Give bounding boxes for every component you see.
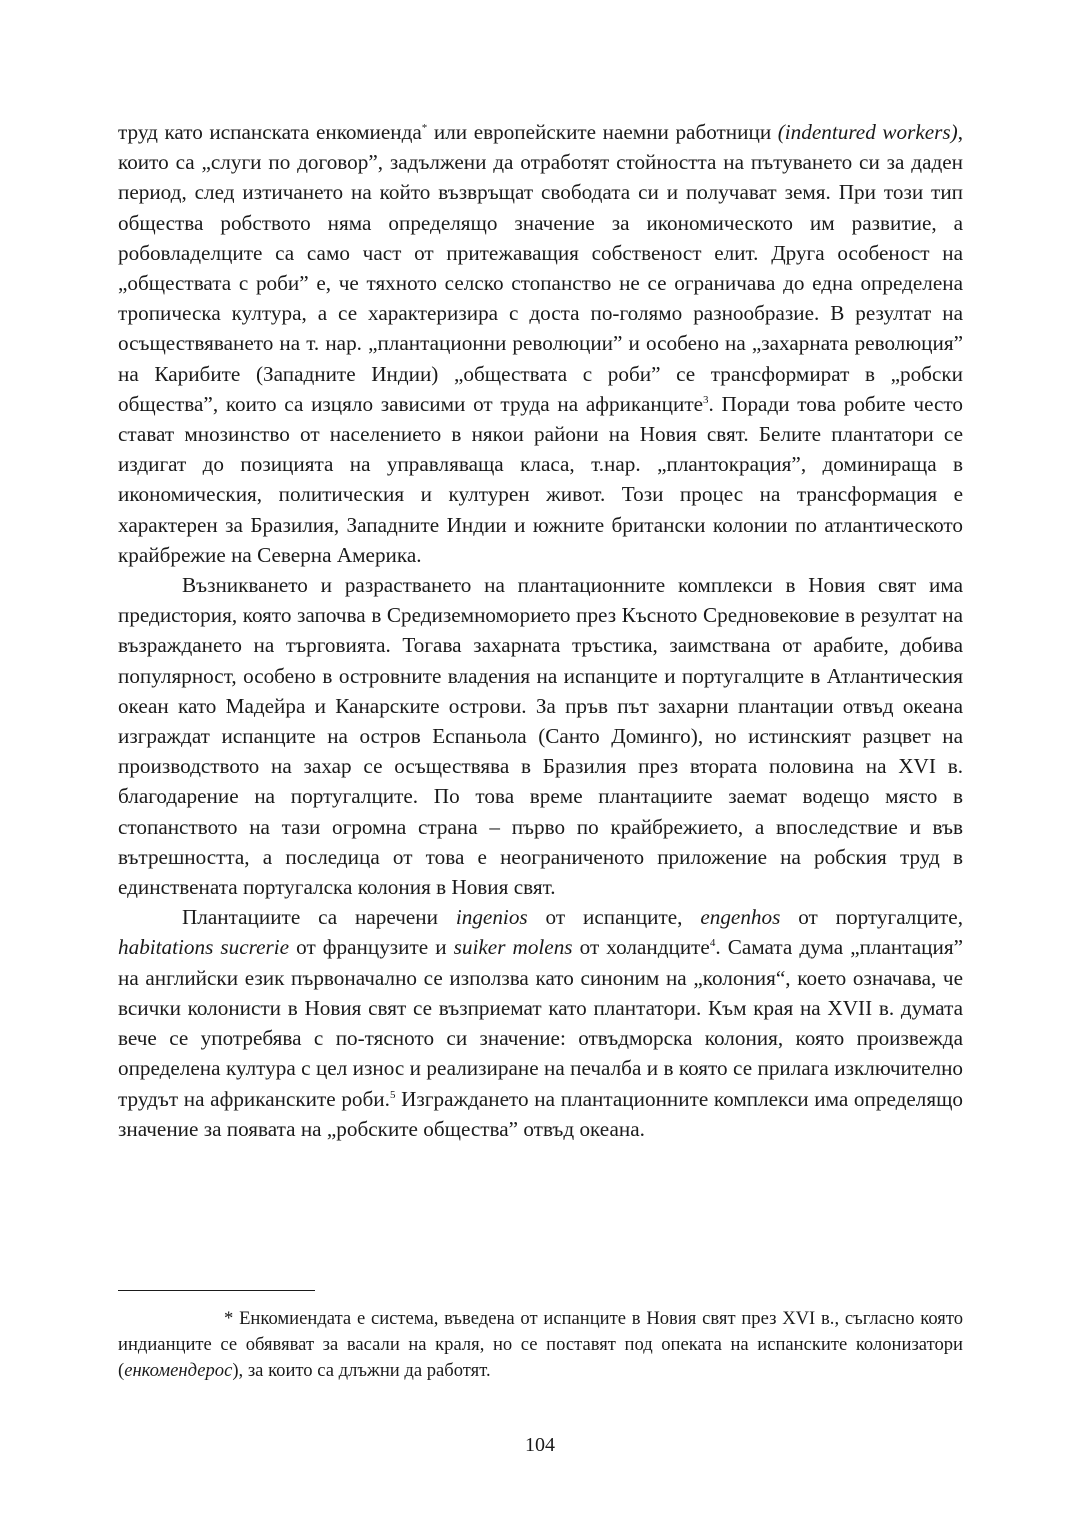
italic-term: habitations sucrerie — [118, 935, 290, 960]
paragraph-3 — [118, 902, 963, 1144]
paragraph-2: Възникването и разрастването на плантационните комплекси в Новия свят има предистория, която започва в Средиземноморието през Късното Средновековие в резултат на възраждането на търговията. Тогава захарната тръстика, заимствана от арабите, добива популярност, особено в островните владения на испанците и португалците в Атлантическия океан като Мадейра и Канарските острови. За пръв път захарни плантации отвъд океана изграждат испанците на остров Еспаньола (Санто Доминго), но истинският разцвет на производството на захар се осъществява в Бразилия през втората половина на XVI в. благодарение на португалците. По това време плантациите заемат водещо място в стопанството на тази огромна страна – първо по крайбрежието, а впоследствие и във вътрешността, а последица от това е неограниченото приложение на робския труд в единствената португалска колония в Новия свят. — [118, 573, 963, 900]
footnote-separator — [118, 1290, 315, 1291]
text-run: от холандците — [572, 935, 710, 960]
footnote-marker: 3 — [703, 393, 709, 406]
text-run: ), за които са длъжни да работят. — [232, 1360, 491, 1381]
text-run: от французите и — [289, 935, 454, 960]
footnote-marker: 4 — [709, 937, 716, 950]
text-run: от португалците, — [780, 905, 963, 930]
footnote-text — [118, 1306, 963, 1384]
text-run: , които са „слуги по договор”, задължени да отработят стойността на пътуването си за даден период, след изтичането на който възвръщат свободата си и получават земя. При този тип общества робството няма определящо значение за икономическото им развитие, а робовладелците са само част от притежаващия собственост елит. Друга особеност на „обществата с роби” е, че тяхното селско стопанство не се ограничава до една определена тропическа култура, а се характеризира с доста по-голямо разнообразие. В резултат на осъществяването на т. нар. „плантационни революции” и особено на „захарната революция” на Карибите (Западните Индии) „обществата с роби” се трансформират в „робски общества”, които са изцяло зависими от труда на африканците — [118, 120, 963, 416]
paragraph-1 — [118, 117, 963, 570]
text-run: от испанците, — [527, 905, 701, 930]
footnote-marker: * — [421, 122, 428, 134]
body-text — [118, 117, 963, 1144]
italic-term: ingenios — [455, 905, 528, 930]
italic-term: (indentured workers) — [777, 120, 958, 144]
text-run: труд като испанската енкомиенда — [118, 120, 422, 144]
italic-term: engenhos — [700, 905, 781, 930]
text-run: * Енкомиендата е система, въведена от испанците в Новия свят през XVI в., съгласно която индианците се обявяват за васали на краля, но се поставят под опеката на испанските колонизатори ( — [118, 1308, 963, 1381]
footnote-marker: 5 — [389, 1088, 396, 1101]
text-run: Изграждането на плантационните комплекси има определящо значение за появата на „робските общества” отвъд океана. — [118, 1086, 963, 1141]
text-run: Плантациите са наречени — [182, 905, 456, 930]
italic-term: енкомендерос — [124, 1360, 233, 1381]
italic-term: suiker molens — [453, 935, 573, 960]
text-run: или европейските наемни работници — [427, 120, 778, 144]
text-run: . Поради това робите често стават мнозинство от населението в някои райони на Новия свят. Белите плантатори се издигат до позицията на управляваща класа, т.нар. „плантокрация”, доминираща в икономическия, политическия и културен живот. Този процес на трансформация е характерен за Бразилия, Западните Индии и южните британски колонии по атлантическото крайбрежие на Северна Америка. — [118, 391, 963, 567]
footnote — [118, 1306, 963, 1384]
page-number: 104 — [525, 1434, 555, 1456]
text-run: . Самата дума „плантация” на английски език първоначално се използва като синоним на „колония“, което означава, че всички колонисти в Новия свят се възприемат като плантатори. Към края на XVII в. думата вече се употребява с по-тясното си значение: отвъдморска колония, която произвежда определена култура с цел износ и реализиране на печалба и в която се прилага изключително трудът на африканските роби. — [118, 935, 963, 1111]
